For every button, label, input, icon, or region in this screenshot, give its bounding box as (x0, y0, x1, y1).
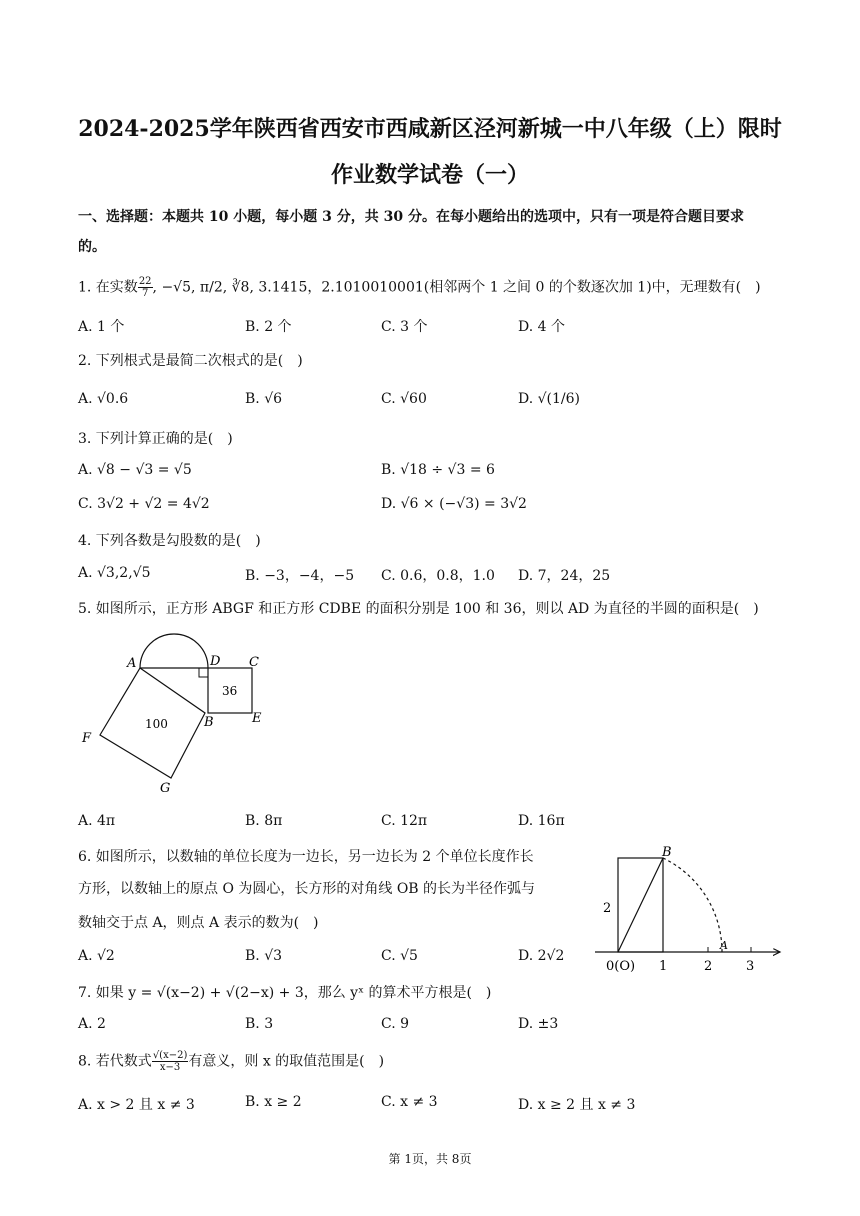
question-2-stem: 2. 下列根式是最简二次根式的是( ) (78, 353, 303, 369)
q8-option-b: B. x ≥ 2 (245, 1094, 302, 1110)
tick-3: 3 (746, 959, 755, 974)
label-c: C (249, 655, 259, 670)
page-title-line1: 2024-2025学年陕西省西安市西咸新区泾河新城一中八年级（上）限时 (78, 116, 782, 142)
arc-ba (663, 858, 722, 952)
tick-2: 2 (704, 959, 713, 974)
q5-option-b: B. 8π (245, 813, 283, 829)
q4-option-d: D. 7，24，25 (518, 568, 611, 584)
q4-option-a: A. √3,2,√5 (78, 565, 151, 581)
question-8-pre: 8. 若代数式 (78, 1053, 152, 1070)
right-angle-mark (199, 668, 208, 677)
q5-figure-squares (78, 625, 288, 800)
q2-option-a: A. √0.6 (78, 391, 129, 407)
question-8-rest: 有意义，则 x 的取值范围是( ) (188, 1053, 385, 1070)
q1-option-c: C. 3 个 (381, 319, 428, 335)
question-5-stem: 5. 如图所示，正方形 ABGF 和正方形 CDBE 的面积分别是 100 和 36，则以 AD 为直径的半圆的面积是( ) (78, 601, 759, 617)
q2-option-d: D. √(1/6) (518, 391, 581, 407)
q8-option-c: C. x ≠ 3 (381, 1094, 438, 1110)
q2-option-b: B. √6 (245, 391, 283, 407)
q3-option-d: D. √6 × (−√3) = 3√2 (381, 496, 527, 512)
diagonal-ob (618, 858, 663, 952)
section-heading-line2: 的。 (78, 239, 106, 255)
q5-option-d: D. 16π (518, 813, 565, 829)
q3-option-a: A. √8 − √3 = √5 (78, 462, 192, 478)
q6-option-d: D. 2√2 (518, 948, 565, 964)
question-1-rest: , −√5, π/2, ∛8, 3.1415，2.1010010001(相邻两个 1 之间 0 的个数逐次加 1)中，无理数有( ) (152, 279, 761, 296)
label-a: A (127, 656, 137, 671)
page-footer: 第 1页，共 8页 (388, 1152, 472, 1166)
question-4-stem: 4. 下列各数是勾股数的是( ) (78, 533, 261, 549)
label-g: G (160, 781, 171, 796)
question-1-stem (78, 276, 761, 299)
area-big: 100 (145, 717, 168, 731)
q6-option-a: A. √2 (78, 948, 115, 964)
label-e: E (252, 711, 262, 726)
question-8-stem (78, 1050, 384, 1073)
section-heading-line1: 一、选择题：本题共 10 小题，每小题 3 分，共 30 分。在每小题给出的选项中，只有一项是符合题目要求 (78, 209, 744, 225)
label-b: B (662, 845, 672, 860)
tick-origin: 0(O) (606, 959, 636, 974)
q4-option-b: B. −3，−4，−5 (245, 568, 355, 584)
q7-option-d: D. ±3 (518, 1016, 559, 1032)
q7-option-b: B. 3 (245, 1016, 274, 1032)
question-1-pre: 1. 在实数 (78, 279, 138, 296)
question-6-line2: 方形，以数轴上的原点 O 为圆心，长方形的对角线 OB 的长为半径作弧与 (78, 881, 536, 897)
label-f: F (82, 731, 92, 746)
question-6-line3: 数轴交于点 A，则点 A 表示的数为( ) (78, 915, 319, 931)
q1-option-a: A. 1 个 (78, 319, 125, 335)
q3-option-c: C. 3√2 + √2 = 4√2 (78, 496, 210, 512)
question-7-stem: 7. 如果 y = √(x−2) + √(2−x) + 3，那么 yˣ 的算术平方根是( ) (78, 985, 492, 1001)
question-8-fraction: $\frac{√(x-2)}{x-3}$ (152, 1050, 188, 1073)
question-3-stem: 3. 下列计算正确的是( ) (78, 431, 233, 447)
q8-option-a: A. x > 2 且 x ≠ 3 (78, 1097, 195, 1113)
q4-option-c: C. 0.6，0.8，1.0 (381, 568, 495, 584)
q6-option-b: B. √3 (245, 948, 283, 964)
q6-option-c: C. √5 (381, 948, 418, 964)
q6-figure-number-line (585, 842, 785, 977)
q5-option-a: A. 4π (78, 813, 116, 829)
q5-option-c: C. 12π (381, 813, 428, 829)
area-small: 36 (222, 684, 238, 698)
label-height: 2 (603, 901, 612, 916)
q7-option-a: A. 2 (78, 1016, 106, 1032)
q3-option-b: B. √18 ÷ √3 = 6 (381, 462, 495, 478)
q8-option-d: D. x ≥ 2 且 x ≠ 3 (518, 1097, 636, 1113)
label-a: A (720, 939, 728, 952)
question-1-fraction: $\frac{22}{7}$ (138, 276, 152, 299)
q1-option-d: D. 4 个 (518, 319, 565, 335)
q2-option-c: C. √60 (381, 391, 427, 407)
q7-option-c: C. 9 (381, 1016, 410, 1032)
label-b: B (204, 715, 214, 730)
tick-1: 1 (659, 959, 668, 974)
label-d: D (210, 654, 221, 669)
semicircle-arc (140, 634, 208, 668)
q1-option-b: B. 2 个 (245, 319, 292, 335)
page-title-line2: 作业数学试卷（一） (330, 162, 529, 188)
question-6-line1: 6. 如图所示，以数轴的单位长度为一边长，另一边长为 2 个单位长度作长 (78, 849, 534, 865)
